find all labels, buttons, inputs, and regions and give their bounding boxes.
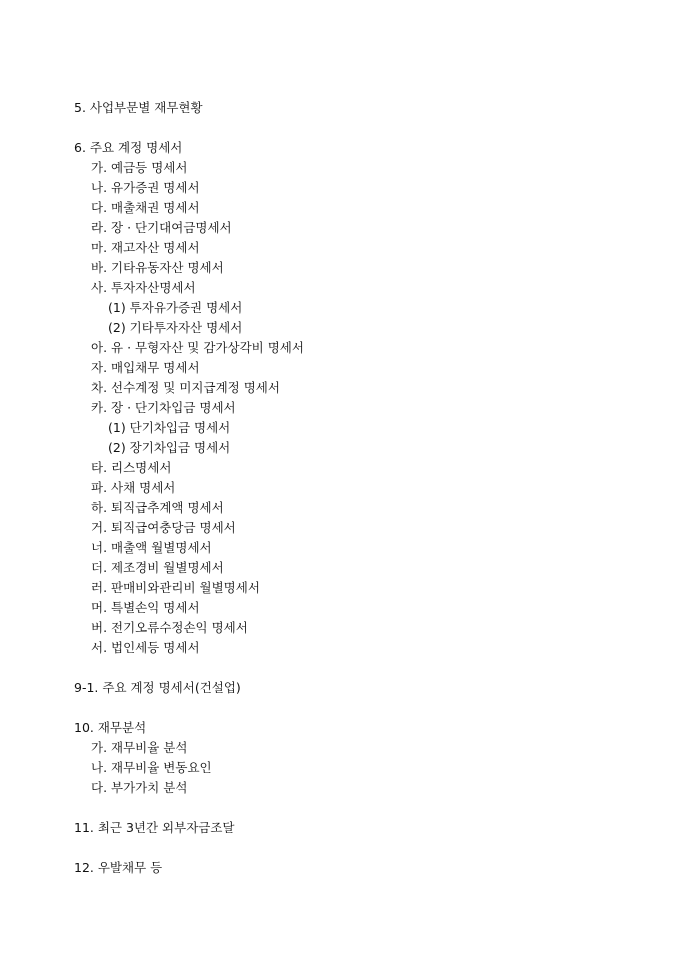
list-item: 마. 재고자산 명세서	[91, 240, 200, 255]
section-10: 10. 재무분석	[74, 720, 147, 735]
list-item: 가. 예금등 명세서	[91, 160, 188, 175]
list-item: 나. 재무비율 변동요인	[91, 760, 212, 775]
section-5: 5. 사업부문별 재무현황	[74, 100, 203, 115]
list-item: 자. 매입채무 명세서	[91, 360, 200, 375]
list-item: 바. 기타유동자산 명세서	[91, 260, 224, 275]
list-item: 더. 제조경비 월별명세서	[91, 560, 224, 575]
list-item: 다. 부가가치 분석	[91, 780, 188, 795]
list-item: 파. 사채 명세서	[91, 480, 176, 495]
sub-list-item: (2) 장기차입금 명세서	[108, 440, 231, 455]
section-6: 6. 주요 계정 명세서	[74, 140, 183, 155]
section-12: 12. 우발채무 등	[74, 860, 163, 875]
list-item: 버. 전기오류수정손익 명세서	[91, 620, 248, 635]
section-9-1: 9-1. 주요 계정 명세서(건설업)	[74, 680, 241, 695]
list-item: 카. 장 · 단기차입금 명세서	[91, 400, 236, 415]
sub-list-item: (2) 기타투자자산 명세서	[108, 320, 243, 335]
list-item: 사. 투자자산명세서	[91, 280, 196, 295]
list-item: 아. 유 · 무형자산 및 감가상각비 명세서	[91, 340, 304, 355]
list-item: 서. 법인세등 명세서	[91, 640, 200, 655]
list-item: 나. 유가증권 명세서	[91, 180, 200, 195]
list-item: 거. 퇴직급여충당금 명세서	[91, 520, 236, 535]
table-of-contents	[74, 98, 304, 878]
list-item: 라. 장 · 단기대여금명세서	[91, 220, 232, 235]
list-item: 다. 매출채권 명세서	[91, 200, 200, 215]
list-item: 차. 선수계정 및 미지급계정 명세서	[91, 380, 280, 395]
list-item: 타. 리스명세서	[91, 460, 172, 475]
sub-list-item: (1) 단기차입금 명세서	[108, 420, 231, 435]
list-item: 하. 퇴직급추계액 명세서	[91, 500, 224, 515]
sub-list-item: (1) 투자유가증권 명세서	[108, 300, 243, 315]
list-item: 머. 특별손익 명세서	[91, 600, 200, 615]
list-item: 너. 매출액 월별명세서	[91, 540, 212, 555]
list-item: 러. 판매비와관리비 월별명세서	[91, 580, 260, 595]
section-11: 11. 최근 3년간 외부자금조달	[74, 820, 235, 835]
list-item: 가. 재무비율 분석	[91, 740, 188, 755]
